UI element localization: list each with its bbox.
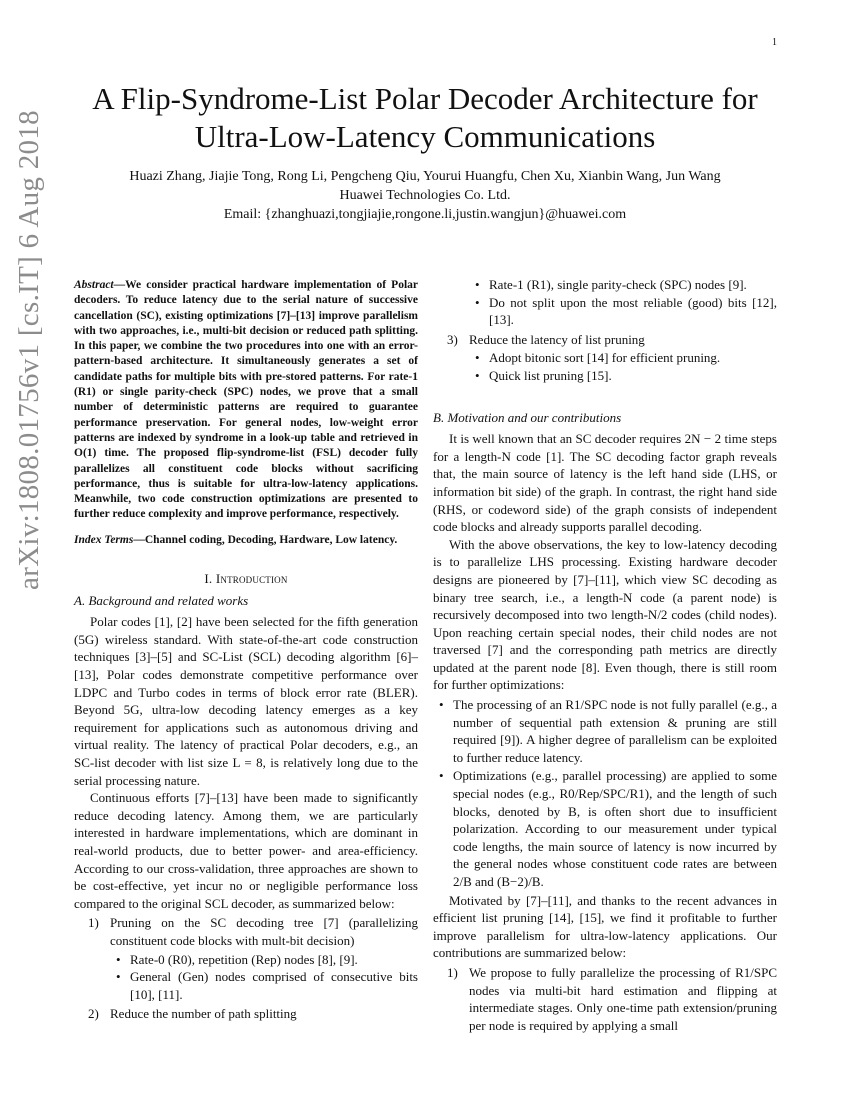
bullet-item: • Optimizations (e.g., parallel processing) are applied to some special nodes (e.g., R0/Rep/SPC/R1), and the length of such blocks, denoted by B, is often short due to insufficient polarization. According to our measurement under typical code lengths, the main source of latency is now incurred by the general nodes whose constituent code rates are between 2/B and (B−2)/B. <box>433 767 777 890</box>
section-title: Introduction <box>215 571 288 587</box>
list-number: 1) <box>447 964 458 980</box>
bullet-item: • Rate-1 (R1), single parity-check (SPC) nodes [9]. <box>469 276 777 294</box>
approach-list <box>74 914 418 1023</box>
list-item-text: Reduce the number of path splitting <box>110 1006 297 1022</box>
author-list: Huazi Zhang, Jiajie Tong, Rong Li, Pengcheng Qiu, Yourui Huangfu, Chen Xu, Xianbin Wang, Jun Wang <box>129 169 721 184</box>
affiliation: Huawei Technologies Co. Ltd. <box>339 188 511 203</box>
list-item <box>433 331 777 385</box>
list-number: 1) <box>88 915 99 931</box>
abstract <box>74 278 418 523</box>
abstract-lead: Abstract <box>74 279 114 291</box>
bullet-item: • Adopt bitonic sort [14] for efficient pruning. <box>469 349 777 367</box>
sub-bullet-list <box>469 349 777 384</box>
list-number: 2) <box>88 1006 99 1022</box>
index-terms-lead: Index Terms <box>74 533 134 546</box>
list-item <box>74 1005 418 1023</box>
paragraph: With the above observations, the key to low-latency decoding is to parallelize LHS processing. Existing hardware decoder designs are pioneered by [7]–[11], which view SC decoding as binary tree search, i.e., a length-N code (a parent node) is recursively decomposed into two length-N/2 codes (child nodes). Upon reaching certain special nodes, their child nodes are not traversed [7] and the corresponding path metrics are directly updated at the parent node [8]. Even though, there is still room for further optimizations: <box>433 536 777 693</box>
approach-list-continued <box>433 331 777 385</box>
list-item <box>433 964 777 1034</box>
list-item <box>74 914 418 1003</box>
paragraph: It is well known that an SC decoder requires 2N − 2 time steps for a length-N code [1]. The SC decoding factor graph reveals that, the main source of latency is the left hand side (LHS, or information bit side) of the graph. In contrast, the right hand side (RHS, or codeword side) of the graph consists of independent code blocks and already supports parallel decoding. <box>433 431 777 535</box>
contribution-list <box>433 964 777 1034</box>
email-line: Email: {zhanghuazi,tongjiajie,rongone.li,justin.wangjun}@huawei.com <box>223 207 627 222</box>
section-numeral: I. <box>204 571 216 587</box>
bullet-item: • The processing of an R1/SPC node is not fully parallel (e.g., a number of sequential path extension & pruning are still required [9]). A higher degree of parallelism can be exploited to further reduce latency. <box>433 696 777 766</box>
subsection-heading-background: A. Background and related works <box>74 592 249 608</box>
list-item-text: Pruning on the SC decoding tree [7] (parallelizing constituent code blocks with mult-bit decision) <box>110 915 418 948</box>
bullet-item: • Rate-0 (R0), repetition (Rep) nodes [8], [9]. <box>110 951 418 969</box>
page-number: 1 <box>772 37 777 48</box>
index-terms-text: —Channel coding, Decoding, Hardware, Low latency. <box>133 533 398 546</box>
abstract-text: —We consider practical hardware implementation of Polar decoders. To reduce latency due to the serial nature of successive cancellation (SC), existing optimizations [7]–[13] improve parallelism with two approaches, i.e., multi-bit decision or reduced path splitting. In this paper, we combine the two procedures into one with an error-pattern-based architecture. It simultaneously generates a set of candidate paths for multiple bits with pre-stored patterns. For rate-1 (R1) or single parity-check (SPC) nodes, we prove that a small number of deterministic patterns are required to guarantee performance preservation. For general nodes, low-weight error patterns are indexed by syndrome in a look-up table and retrieved in O(1) time. The proposed flip-syndrome-list (FSL) decoder fully parallelizes all constituent code blocks without sacrificing performance, thus is suitable for ultra-low-latency applications. Meanwhile, two code construction optimizations are presented to further reduce complexity and improve performance, respectively. <box>74 279 418 521</box>
bullet-item: • General (Gen) nodes comprised of consecutive bits [10], [11]. <box>110 968 418 1003</box>
subsection-heading-motivation: B. Motivation and our contributions <box>433 409 622 425</box>
arxiv-identifier: arXiv:1808.01756v1 [cs.IT] 6 Aug 2018 <box>13 110 45 590</box>
sub-bullet-list <box>110 951 418 1004</box>
list-item-text: We propose to fully parallelize the processing of R1/SPC nodes via multi-bit hard estimation and flipping at intermediate stages. Only one-time path extension/pruning per node is required by applying a small <box>469 964 777 1033</box>
right-column <box>433 275 777 1036</box>
paragraph: Polar codes [1], [2] have been selected for the fifth generation (5G) wireless standard. With state-of-the-art code construction techniques [3]–[5] and SC-List (SCL) decoding algorithm [6]–[13], Polar codes demonstrate competitive performance over LDPC and Turbo codes in terms of block error rate (BLER). Beyond 5G, ultra-low decoding latency emerges as a key requirement for applications such as autonomous driving and virtual reality. The latency of practical Polar decoders, e.g., an SC-list decoder with list size L = 8, is relatively long due to the serial processing nature. <box>74 614 418 788</box>
paragraph: Motivated by [7]–[11], and thanks to the recent advances in efficient list pruning [14], [15], we find it profitable to further improve parallelism for ultra-low-latency applications. Our contributions are summarized below: <box>433 892 777 961</box>
paper-title: A Flip-Syndrome-List Polar Decoder Architecture for Ultra-Low-Latency Communications <box>92 81 758 154</box>
bullet-item: • Do not split upon the most reliable (good) bits [12], [13]. <box>469 294 777 329</box>
bullet-item: • Quick list pruning [15]. <box>469 367 777 385</box>
optimization-bullet-list <box>433 696 777 891</box>
list-number: 3) <box>447 331 458 347</box>
index-terms <box>74 533 418 548</box>
section-heading-introduction <box>74 570 418 588</box>
left-column <box>74 278 418 1025</box>
list-item-text: Reduce the latency of list pruning <box>469 331 645 347</box>
paragraph: Continuous efforts [7]–[13] have been made to significantly reduce decoding latency. Among them, we are particularly interested in hardware implementations, which are dominant in real-world products, due to better power- and area-efficiency. According to our cross-validation, three approaches are shown to be cost-effective, yet incur no or negligible performance loss compared to the original SCL decoder, as summarized below: <box>74 790 418 911</box>
sub-bullet-list <box>469 276 777 329</box>
